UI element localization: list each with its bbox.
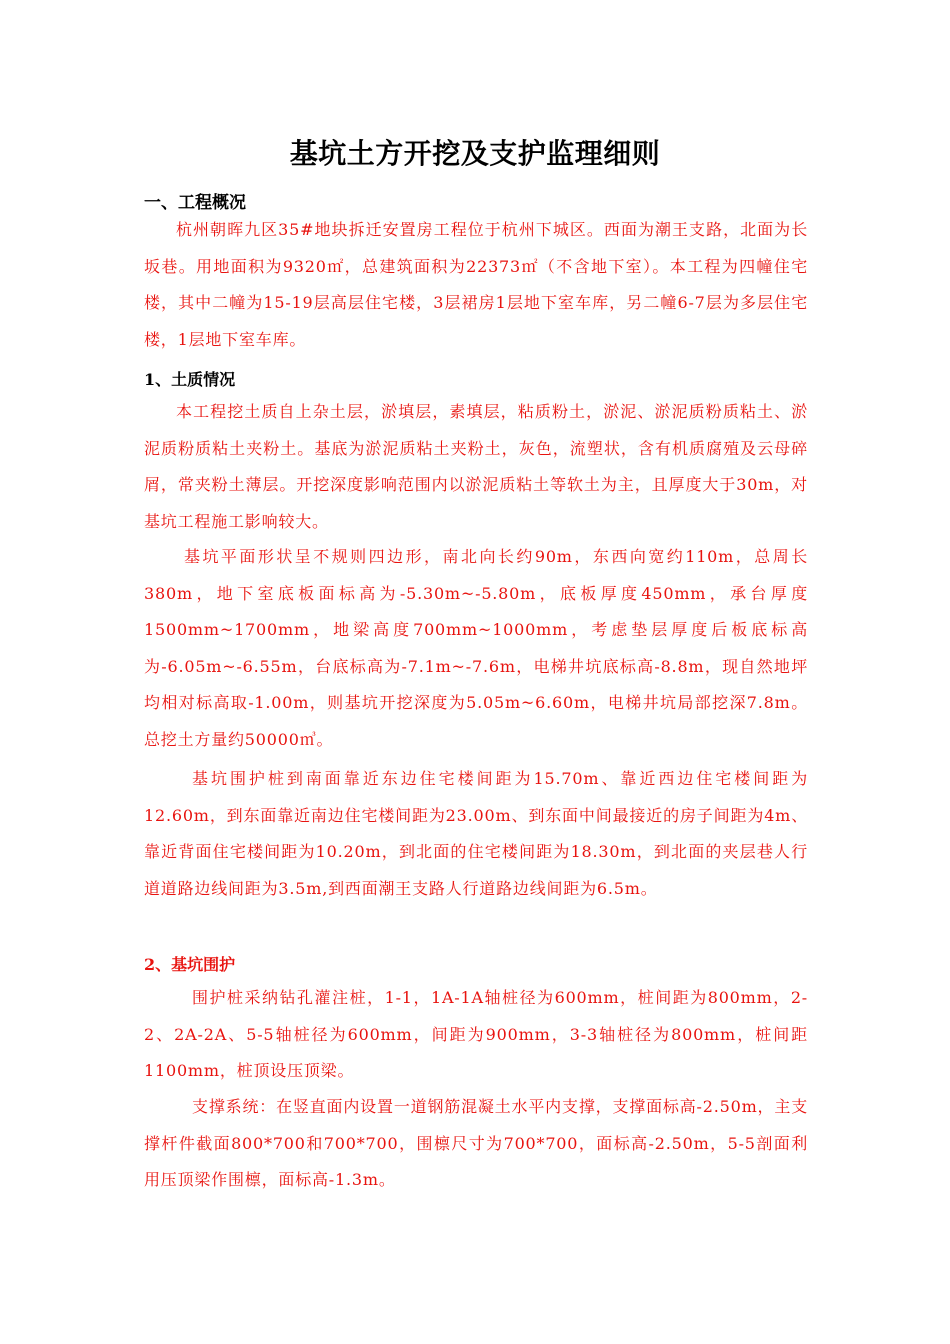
paragraph-soil-3: 基坑围护桩到南面靠近东边住宅楼间距为15.70m、靠近西边住宅楼间距为12.60m，到东面靠近南边住宅楼间距为23.00m、到东面中间最接近的房子间距为4m、靠近背面住宅楼间距为10.20m，到北面的住宅楼间距为18.30m，到北面的夹层巷人行道道路边线间距为3.5m,到西面潮王支路人行道路边线间距为6.5m。 [144, 769, 808, 898]
paragraph-soil-1: 本工程挖土质自上杂土层，淤填层，素填层，粘质粉土，淤泥、淤泥质粉质粘土、淤泥质粉质粘土夹粉土。基底为淤泥质粘土夹粉土，灰色，流塑状，含有机质腐殖及云母碎屑，常夹粉土薄层。开挖深度影响范围内以淤泥质粘土等软土为主，且厚度大于30m，对基坑工程施工影响较大。 [144, 402, 808, 531]
paragraph-overview: 杭州朝晖九区35#地块拆迁安置房工程位于杭州下城区。西面为潮王支路，北面为长坂巷。用地面积为9320㎡，总建筑面积为22373㎡（不含地下室）。本工程为四幢住宅楼，其中二幢为15-19层高层住宅楼，3层裙房1层地下室车库，另二幢6-7层为多层住宅楼，1层地下室车库。 [144, 220, 808, 349]
paragraph-retaining-2: 支撑系统：在竖直面内设置一道钢筋混凝土水平内支撑，支撑面标高-2.50m，主支撑杆件截面800*700和700*700，围檩尺寸为700*700，面标高-2.50m，5-5剖面利用压顶梁作围檩，面标高-1.3m。 [144, 1097, 808, 1189]
section-heading-soil: 1、土质情况 [144, 370, 236, 389]
document-title: 基坑土方开挖及支护监理细则 [289, 137, 661, 170]
section-heading-overview: 一、工程概况 [144, 193, 246, 213]
section-heading-retaining: 2、基坑围护 [144, 955, 236, 974]
paragraph-retaining-1: 围护桩采纳钻孔灌注桩，1-1，1A-1A轴桩径为600mm，桩间距为800mm，2-2、2A-2A、5-5轴桩径为600mm，间距为900mm，3-3轴桩径为800mm，桩间距1100mm，桩顶设压顶梁。 [144, 988, 808, 1080]
paragraph-soil-2: 基坑平面形状呈不规则四边形，南北向长约90m，东西向宽约110m，总周长380m，地下室底板面标高为-5.30m~-5.80m，底板厚度450mm，承台厚度1500mm~1700mm，地梁高度700mm~1000mm，考虑垫层厚度后板底标高为-6.05m~-6.55m，台底标高为-7.1m~-7.6m，电梯井坑底标高-8.8m，现自然地坪均相对标高取-1.00m，则基坑开挖深度为5.05m~6.60m，电梯井坑局部挖深7.8m。总挖土方量约50000㎥。 [144, 547, 808, 749]
